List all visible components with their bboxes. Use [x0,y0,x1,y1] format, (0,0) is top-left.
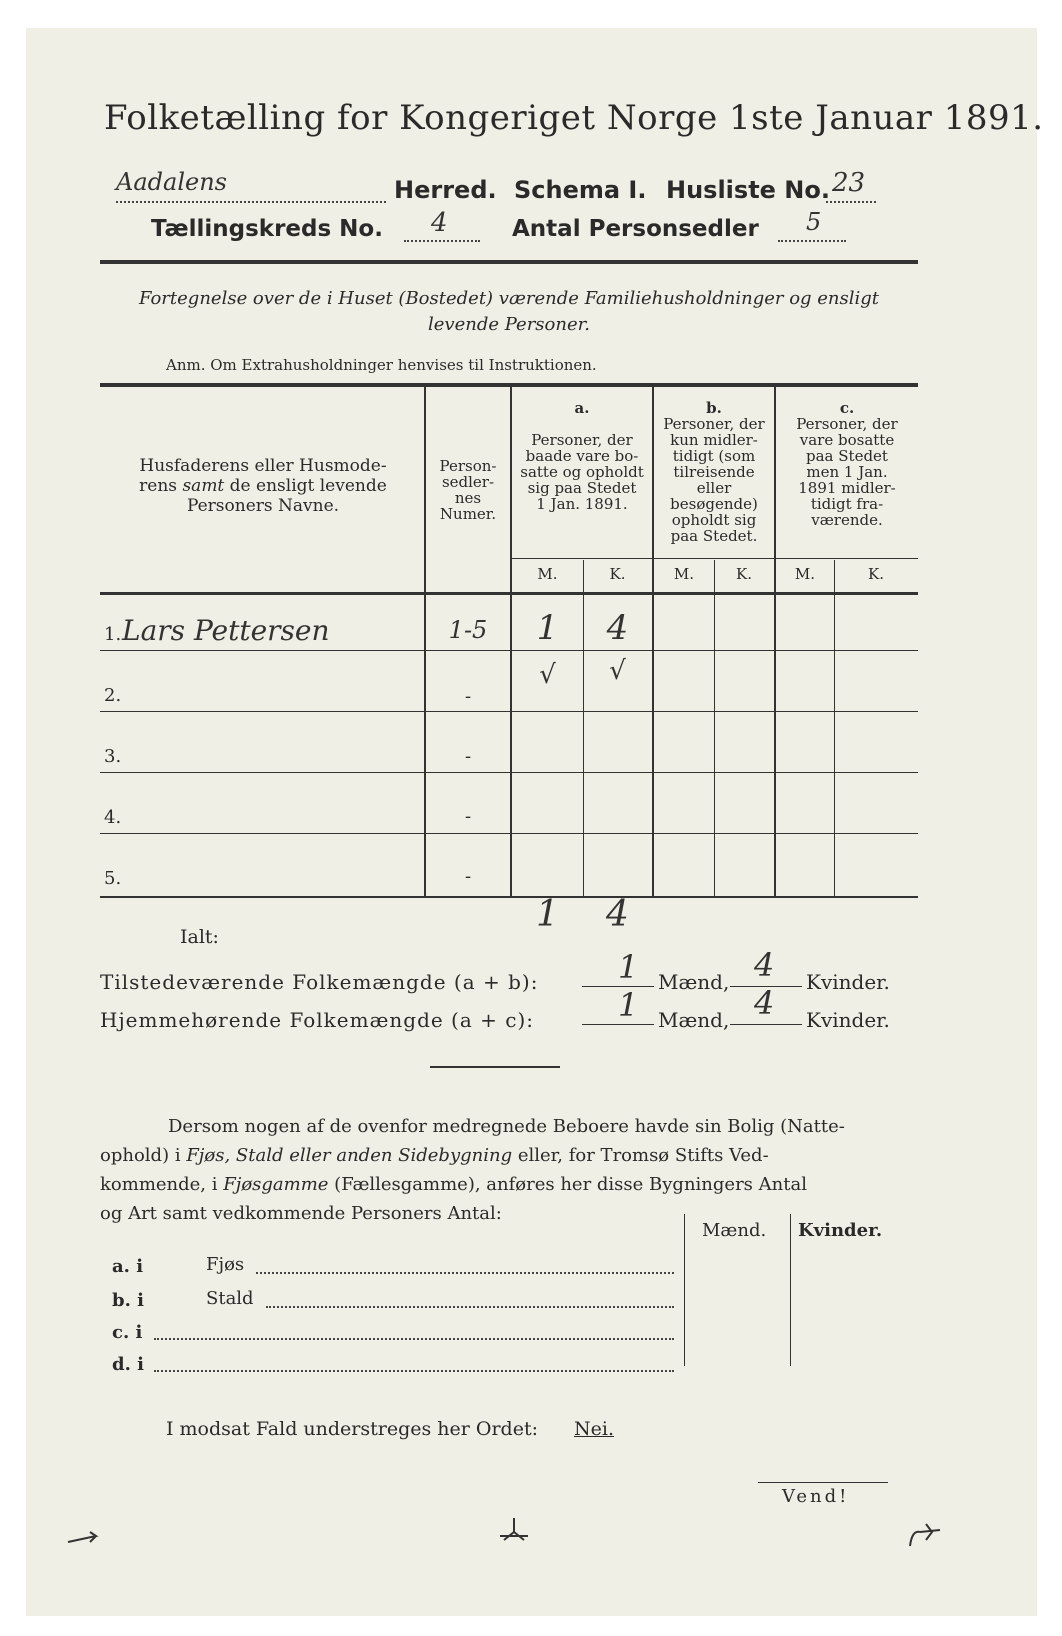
hjemmehoerende-maend-value: 1 [618,986,639,1024]
vline-c-mk [834,560,835,897]
herred-name: Aadalens [116,168,227,196]
form-title: Folketælling for Kongeriget Norge 1ste Januar 1891. [104,98,1044,138]
a-m-label: M. [537,565,558,583]
bldg-row-d-dots [154,1370,674,1372]
b-m-label: M. [673,565,695,583]
herred-label: Herred. [394,176,497,204]
tilstedevaerende-maend-label: Mænd, [658,970,730,994]
bldg-row-b-letter: b. i [112,1290,144,1311]
bldg-row-c-dots [154,1338,674,1340]
husliste-number: 23 [832,168,866,198]
vline-b-mk [714,560,715,897]
bldg-row-a-label: Fjøs [206,1254,245,1275]
table-bottom-rule [100,896,918,898]
antal-personsedler-label: Antal Personsedler [512,216,759,242]
hjemmehoerende-maend-label: Mænd, [658,1008,730,1032]
herred-dotline [116,201,386,203]
taellingskreds-number: 4 [431,208,448,238]
row-line-3 [100,772,918,773]
table-top-rule [100,383,918,387]
a-k-label: K. [609,565,626,583]
bldg-row-a-dots [256,1272,674,1274]
dersom-paragraph: Dersom nogen af de ovenfor medregnede Beboere havde sin Bolig (Natte- ophold) i Fjøs, Stald eller anden Sidebygning eller, for Tromsø Stifts Ved- kommende, i Fjøsgamme (Fællesgamme), anføres her disse Bygningers Antal og Art samt vedkommende Personers Antal: [100,1116,845,1224]
antal-personsedler-value: 5 [806,208,822,236]
intro-line-1: Fortegnelse over de i Huset (Bostedet) værende Familiehusholdninger og ensligt [138,288,880,309]
nei-word: Nei. [574,1418,614,1440]
col-header-b: b. Personer, der kun midler- tidigt (som tilreisende eller besøgende) opholdt sig paa Stedet. [663,399,765,545]
section-divider [430,1066,560,1068]
row-1-a-m: 1 [536,608,559,648]
hjemmehoerende-kvinder-value: 4 [754,984,775,1022]
bldg-kvinder-header: Kvinder. [798,1220,883,1241]
hjemmehoerende-label: Hjemmehørende Folkemængde (a + c): [100,1008,534,1032]
antal-dotline [778,240,846,242]
row-2-numer: - [464,686,472,707]
col-header-name: Husfaderens eller Husmode- rens samt de ensligt levende Personers Navne. [139,456,387,516]
corner-mark-right [906,1520,946,1550]
row-2-a-m-check: √ [539,660,556,690]
vend-rule [758,1482,888,1483]
row-line-1 [100,650,918,651]
row-4-numer: - [464,806,472,827]
b-k-label: K. [736,565,752,583]
bldg-row-b-label: Stald [206,1288,254,1309]
row-1-a-k: 4 [606,608,629,648]
row-number-1: 1. [104,624,122,645]
bldg-row-c-letter: c. i [112,1322,143,1343]
bldg-row-d-letter: d. i [112,1354,144,1375]
ialt-k: 4 [606,894,629,935]
row-1-numer: 1-5 [448,616,488,644]
row-3-numer: - [464,746,472,767]
row-number-3: 3. [104,746,122,767]
intro-line-2: levende Personer. [428,314,590,335]
bldg-vline-2 [790,1214,791,1366]
c-m-label: M. [794,565,816,583]
modsat-fald-text: I modsat Fald understreges her Ordet: [166,1418,538,1440]
taellingskreds-label: Tællingskreds No. [151,216,383,242]
husliste-label: Husliste No. [666,176,830,204]
anm-note: Anm. Om Extrahusholdninger henvises til Instruktionen. [166,356,597,374]
row-line-4 [100,833,918,834]
corner-mark-left [66,1528,106,1548]
bldg-row-b-dots [266,1306,674,1308]
ialt-label: Ialt: [180,926,219,948]
tilstedevaerende-maend-value: 1 [618,948,639,986]
hjemmehoerende-kvinder-label: Kvinder. [806,1008,890,1032]
corner-mark-center [494,1516,534,1546]
tilstedevaerende-kvinder-label: Kvinder. [806,970,890,994]
tilstedevaerende-kvinder-value: 4 [754,946,775,984]
husliste-dotline [826,201,876,203]
table-header-rule [100,592,918,595]
row-line-2 [100,711,918,712]
row-2-a-k-check: √ [609,656,626,686]
mk-rule [512,558,918,559]
hjemme-kvinder-line [730,1024,802,1025]
row-number-5: 5. [104,868,122,889]
taellingskreds-dotline [404,240,480,242]
schema-label: Schema I. [514,176,647,204]
intro-text [100,286,918,338]
c-k-label: K. [868,565,884,583]
col-header-a: a. Personer, der baade vare bo- satte og opholdt sig paa Stedet 1 Jan. 1891. [520,399,644,513]
ialt-m: 1 [536,894,559,935]
row-number-2: 2. [104,685,122,706]
top-rule [100,260,918,264]
bldg-maend-header: Mænd. [702,1220,767,1241]
col-header-c: c. Personer, der vare bosatte paa Stedet men 1 Jan. 1891 midler- tidigt fra- værende. [796,399,898,529]
census-form [26,28,1044,1616]
row-number-4: 4. [104,807,122,828]
bldg-row-a-letter: a. i [112,1256,144,1277]
col-header-numer: Person- sedler- nes Numer. [439,457,497,523]
row-5-numer: - [464,866,472,887]
row-1-name: Lars Pettersen [122,614,330,647]
vend-label: Vend! [782,1486,850,1507]
bldg-vline-1 [684,1214,685,1366]
tilstedevaerende-label: Tilstedeværende Folkemængde (a + b): [100,970,539,994]
hjemme-maend-line [582,1024,654,1025]
